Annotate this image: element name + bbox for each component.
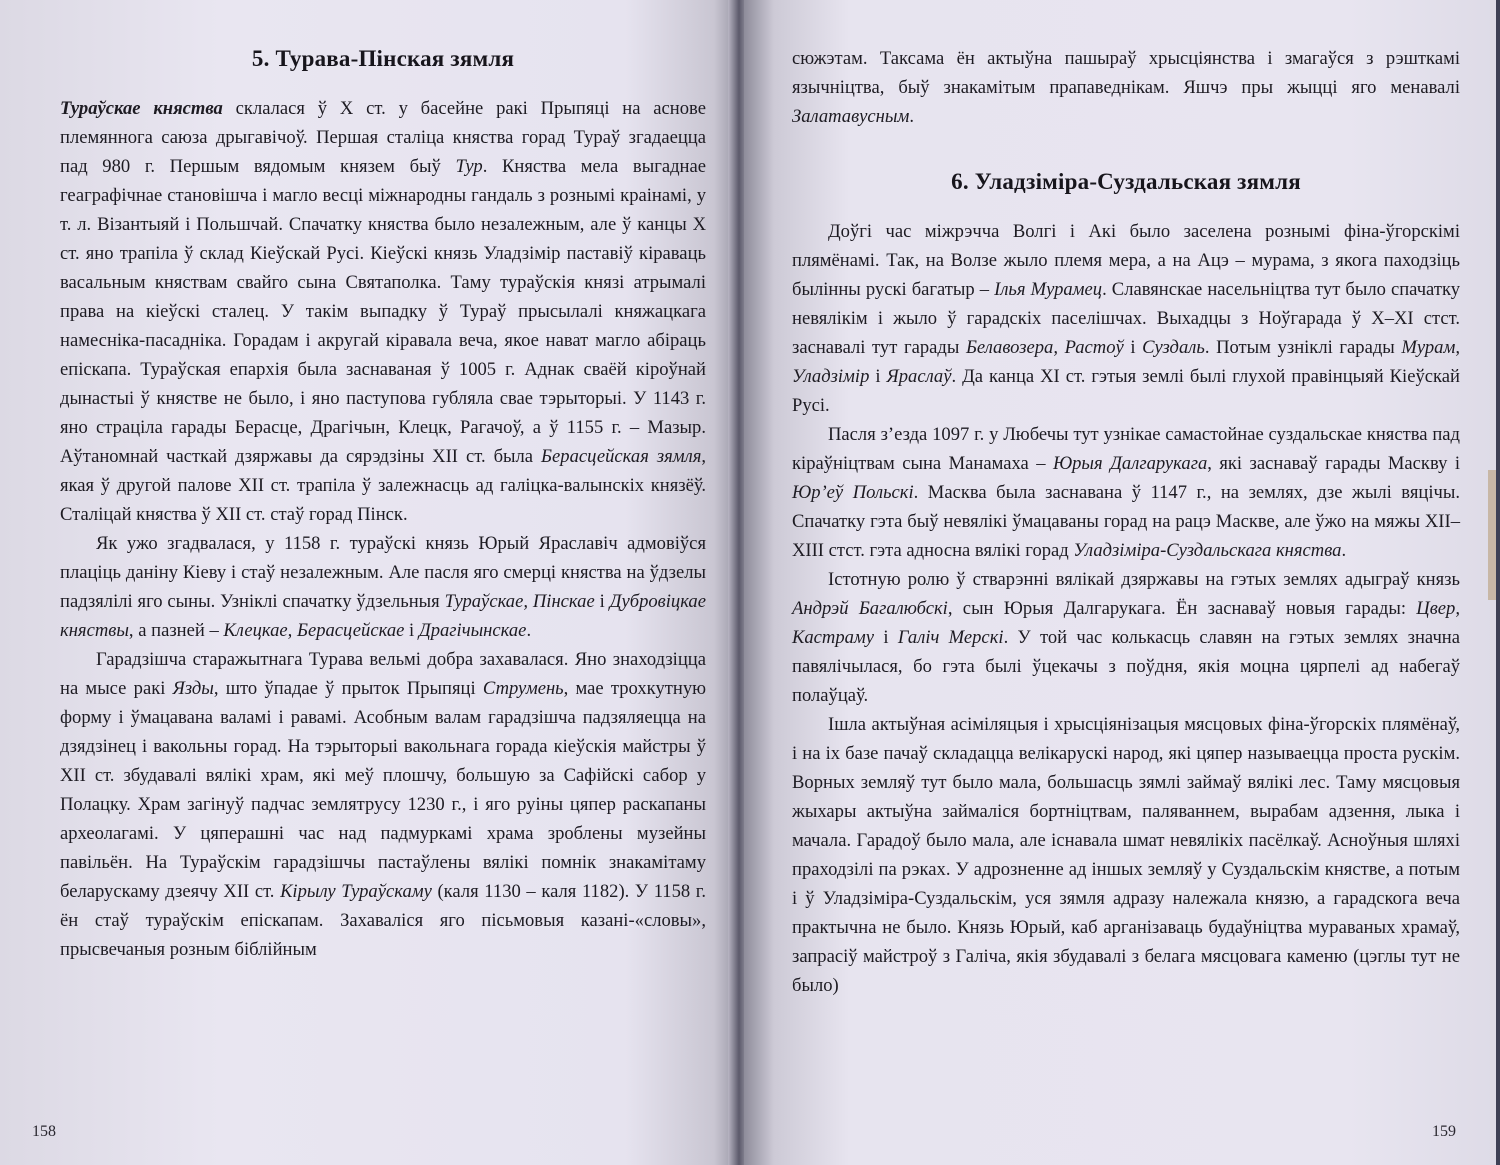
- italic-term: Мурам, Уладзімір: [792, 337, 1460, 387]
- text-run: і: [404, 620, 419, 641]
- text-run: і: [594, 591, 610, 612]
- text-run: , што ўпадае ў прыток Прыпяці: [213, 678, 483, 699]
- paragraph: [60, 645, 706, 964]
- italic-term: Драгічынскае: [418, 620, 527, 641]
- section-heading-uladzimir-suzdal: 6. Уладзіміра-Суздальская зямля: [951, 169, 1301, 194]
- text-run: .: [909, 106, 915, 127]
- text-run: і: [1123, 337, 1143, 358]
- text-run: , які заснаваў гарады Маскву і: [1207, 453, 1460, 474]
- text-run: . Масква была заснавана ў 1147 г., на землях, дзе жылі вяцічы. Спачатку гэта быў невялікі ўмацаваны горад на рацэ Маскве, але ўжо на мяжы XII–XIII стст. гэта адносна вялікі горад: [792, 482, 1460, 561]
- italic-term: Клецкае, Берасцейскае: [223, 620, 405, 641]
- text-run: . Да канца XI ст. гэтыя землі былі глухой правінцыяй Кіеўскай Русі.: [792, 366, 1460, 416]
- text-run: і: [869, 366, 887, 387]
- bold-italic-term: Тураўскае княства: [60, 98, 223, 119]
- italic-term: Дубровіцкае княствы: [60, 591, 706, 641]
- italic-term: Яраслаў: [886, 366, 952, 387]
- italic-term: Кірылу Тураўскаму: [280, 881, 432, 902]
- text-run: , а пазней –: [128, 620, 224, 641]
- section-heading-turau-pinsk: 5. Турава-Пінская зямля: [251, 46, 515, 71]
- paragraph: [792, 217, 1460, 420]
- text-run: Пасля з’езда 1097 г. у Любечы тут узнікае самастойнае суздальскае княства пад кіраўніцтвам сына Манамаха –: [792, 424, 1460, 474]
- page-number: 159: [1432, 1123, 1456, 1140]
- paragraph: [792, 710, 1460, 1000]
- italic-term: Тураўскае, Пінскае: [444, 591, 595, 612]
- italic-term: Уладзіміра-Суздальскага княства: [1073, 540, 1342, 561]
- text-run: Як ужо згадвалася, у 1158 г. тураўскі князь Юрый Яраславіч адмовіўся плаціць даніну Кіеву і стаў незалежным. Але пасля яго смерці княства на ўдзелы падзялілі яго сыны. Узніклі спачатку ўдзельныя: [60, 533, 706, 612]
- italic-term: Андрэй Багалюбскі: [792, 598, 948, 619]
- text-run: . Потым узніклі гарады: [1204, 337, 1402, 358]
- italic-term: Белавозера, Растоў: [965, 337, 1124, 358]
- paragraph: [792, 565, 1460, 710]
- italic-term: Цвер, Кастраму: [792, 598, 1460, 648]
- text-run: . Княства мела выгаднае геаграфічнае становішча і магло весці міжнародны гандаль з рознымі краінамі, у т. л. Візантыяй і Польшчай. Спачатку княства было незалежным, але ў канцы X ст. яно трапіла ў склад Кіеўскай Русі. Кіеўскі князь Уладзімір паставіў кіраваць васальным княствам свайго сына Святаполка. Таму тураўскія князі атрымалі права на кіеўскі сталец. У такім выпадку ў Тураў прысылалі княжацкага намесніка-пасадніка. Горадам і акругай кіравала веча, якое нават магло абіраць епіскапа. Тураўская епархія была заснаваная ў 1005 г. Аднак сваёй кіроўнай дынастыі ў княстве не было, і яно паступова губляла свае тэрыторыі. У 1143 г. яно страціла гарады Берасце, Драгічын, Клецк, Рагачоў, а ў 1155 г. – Мазыр. Аўтаномнай часткай дзяржавы да сярэдзіны XII ст. была: [60, 156, 706, 467]
- text-run: , якая ў другой палове XII ст. трапіла ў залежнасць ад галіцка-валынскіх князёў. Сталіцай княства ў XII ст. стаў горад Пінск.: [60, 446, 707, 525]
- italic-term: Берасцейская зямля: [541, 446, 702, 467]
- italic-term: Язды: [172, 678, 214, 699]
- italic-term: Ілья Мурамец: [994, 279, 1103, 300]
- text-run: Доўгі час міжрэчча Волгі і Акі было заселена рознымі фіна-ўгорскімі плямёнамі. Так, на Волзе жыло племя мера, а на Ацэ – мурама, з якога паходзіць былінны рускі багатыр –: [792, 221, 1460, 300]
- text-run: , сын Юрыя Далгарукага. Ён заснаваў новыя гарады:: [947, 598, 1417, 619]
- text-run: і: [874, 627, 898, 648]
- italic-term: Струмень: [482, 678, 564, 699]
- text-run: Істотную ролю ў стварэнні вялікай дзяржавы на гэтых землях адыграў князь: [828, 569, 1460, 590]
- paragraph: [60, 529, 706, 645]
- text-run: склалася ў X ст. у басейне ракі Прыпяці на аснове племяннога саюза дрыгавічоў. Першая сталіца княства горад Тураў згадаецца пад 980 г. Першым вядомым князем быў: [60, 98, 706, 177]
- italic-term: Тур: [455, 156, 483, 177]
- text-run: Гарадзішча старажытнага Турава вельмі добра захавалася. Яно знаходзіцца на мысе ракі: [60, 649, 706, 699]
- italic-term: Суздаль: [1142, 337, 1205, 358]
- italic-term: Галіч Мерскі: [897, 627, 1004, 648]
- text-run: , мае трохкутную форму і ўмацавана валамі і равамі. Асобным валам гарадзішча падзяляецца на дзядзінец і вакольны горад. На тэрыторыі вакольнага горада кіеўскія майстры ў XII ст. збудавалі вялікі храм, які меў плошчу, большую за Сафійскі сабор у Полацку. Храм загінуў падчас землятрусу 1230 г., і яго руіны цяпер раскапаны археолагамі. У цяперашні час над падмуркамі храма зроблены музейны павільён. На Тураўскім гарадзішчы пастаўлены вялікі помнік знакамітаму беларускаму дзеячу XII ст.: [60, 678, 707, 902]
- page-number: 158: [32, 1123, 56, 1140]
- text-run: . Славянскае насельніцтва тут было спачатку невялікім і жыло ў гарадскіх паселішчах. Выхадцы з Ноўгарада ў X–XI стст. заснавалі тут гарады: [792, 279, 1461, 358]
- text-run: . У той час колькасць славян на гэтых землях значна павялічылася, бо гэта былі ўцекачы з поўдня, якія моцна цярпелі ад набегаў полаўцаў.: [792, 627, 1460, 706]
- text-run: .: [1341, 540, 1347, 561]
- text-run: сюжэтам. Таксама ён актыўна пашыраў хрысціянства і змагаўся з рэшткамі язычніцтва, быў знакамітым прапаведнікам. Яшчэ пры жыцці яго менавалі: [792, 48, 1460, 98]
- italic-term: Залатавусным: [792, 106, 910, 127]
- right-page: [744, 0, 1496, 1165]
- italic-term: Юрыя Далгарукага: [1052, 453, 1208, 474]
- left-page: [0, 0, 736, 1165]
- text-run: Ішла актыўная асіміляцыя і хрысціянізацыя мясцовых фіна-ўгорскіх плямёнаў, і на іх базе пачаў складацца велікарускі народ, які цяпер называецца проста рускім. Ворных земляў тут было мала, большасць зямлі займаў вялікі лес. Таму мясцовыя жыхары актыўна займаліся бортніцтвам, паляваннем, вырабам адзення, лыка і мачала. Гарадоў было мала, але існавала шмат невялікіх пасёлкаў. Асноўныя шляхі праходзілі па рэках. У адрозненне ад іншых земляў у Суздальскім княстве, а потым і ў Уладзіміра-Суздальскім, уся зямля адразу належала князю, а гарадскога веча практычна не было. Князь Юрый, каб арганізаваць будаўніцтва мураваных храмаў, запрасіў майстроў з Галіча, якія збудавалі з белага мясцовага каменю (цэглы тут не было): [792, 714, 1460, 996]
- italic-term: Юр’еў Польскі: [792, 482, 914, 503]
- page-edge-tab: [1488, 470, 1496, 600]
- paragraph: [792, 420, 1460, 565]
- text-run: .: [526, 620, 532, 641]
- paragraph: [60, 94, 706, 529]
- paragraph: [792, 44, 1460, 131]
- text-run: (каля 1130 – каля 1182). У 1158 г. ён стаў тураўскім епіскапам. Захаваліся яго пісьмовыя казані-«словы», прысвечаныя розным біблійным: [60, 881, 706, 960]
